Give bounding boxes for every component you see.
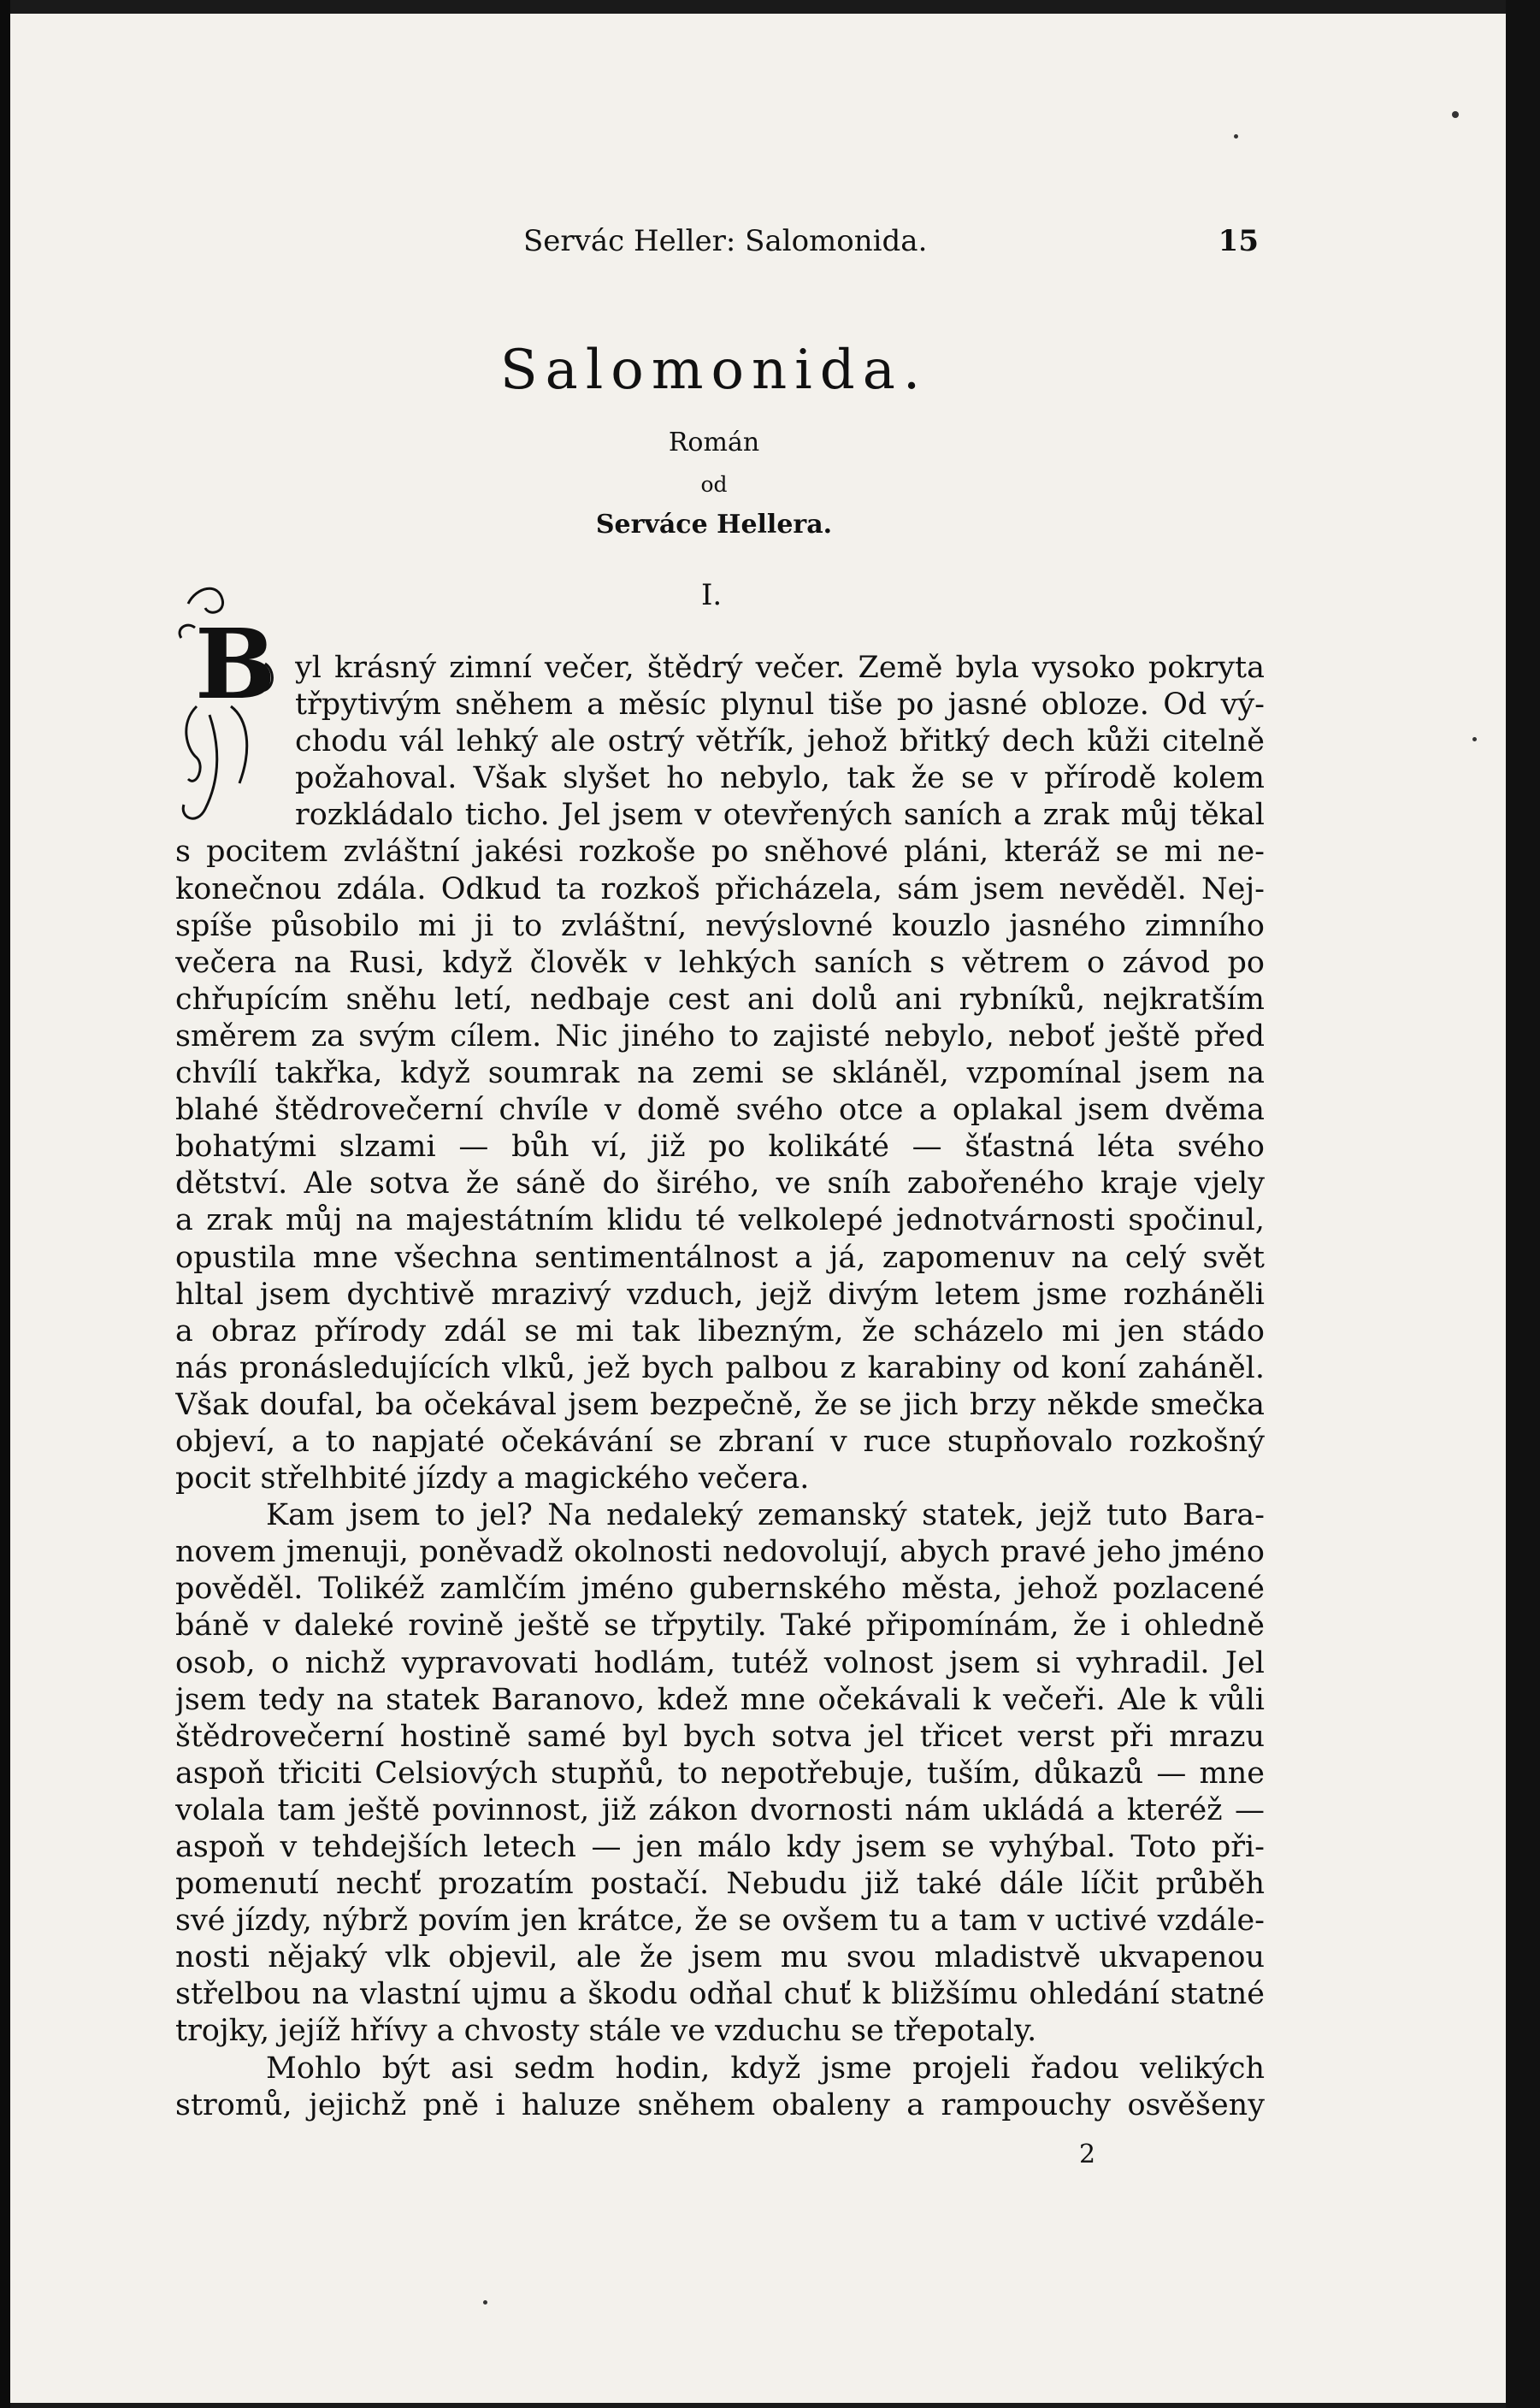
text-line: spíše působilo mi ji to zvláštní, nevýslovné kouzlo jasného zimního [175, 908, 1265, 943]
text-line: yl krásný zimní večer, štědrý večer. Země byla vysoko pokryta [295, 651, 1265, 685]
text-line: večera na Rusi, když člověk v lehkých saních s větrem o závod po [175, 945, 1265, 980]
scan-left-border [0, 0, 10, 2408]
text-line: bohatými slzami — bůh ví, již po kolikáté — šťastná léta svého [175, 1130, 1265, 1165]
text-line: Mohlo být asi sedm hodin, když jsme projeli řadou velikých [266, 2051, 1265, 2086]
signature-mark: 2 [1079, 2139, 1096, 2169]
scan-speck [1452, 111, 1459, 118]
text-line: chodu vál lehký ale ostrý větřík, jehož břitký dech kůži citelně [295, 724, 1265, 759]
running-head [523, 224, 1259, 265]
text-line: chřupícím sněhu letí, nedbaje cest ani dolů ani rybníků, nejkratším [175, 982, 1265, 1017]
scan-right-border [1506, 0, 1540, 2408]
body-text [175, 650, 1265, 2124]
text-line: novem jmenuji, poněvadž okolnosti nedovolují, abych pravé jeho jméno [175, 1535, 1265, 1570]
text-line: aspoň třiciti Celsiových stupňů, to nepotřebuje, tuším, důkazů — mne [175, 1756, 1265, 1791]
text-line: trojky, jejíž hřívy a chvosty stále ve vzduchu se třepotaly. [175, 2014, 1037, 2049]
text-line: volala tam ještě povinnost, již zákon dvornosti nám ukládá a kteréž — [175, 1792, 1265, 1827]
text-line: nosti nějaký vlk objevil, ale že jsem mu svou mladistvě ukvapenou [175, 1940, 1265, 1975]
text-line: dětství. Ale sotva že sáně do širého, ve sníh zabořeného kraje vjely [175, 1166, 1265, 1201]
chapter-number: I. [701, 578, 723, 612]
scan-speck [1472, 737, 1477, 741]
scan-speck [1234, 134, 1238, 139]
author-name: Serváce Hellera. [595, 510, 833, 540]
text-line: pocit střelhbité jízdy a magického večera. [175, 1461, 810, 1496]
text-line: třpytivým sněhem a měsíc plynul tiše po jasné obloze. Od vý- [295, 688, 1265, 723]
text-line: blahé štědrovečerní chvíle v domě svého otce a oplakal jsem dvěma [175, 1093, 1265, 1128]
text-line: pomenutí nechť prozatím postačí. Nebudu již také dále líčit průběh [175, 1867, 1265, 1902]
text-line: aspoň v tehdejších letech — jen málo kdy jsem se vyhýbal. Toto při- [175, 1830, 1265, 1864]
chapter-title: Salomonida. [499, 339, 929, 402]
text-line: osob, o nichž vypravovati hodlám, tutéž volnost jsem si vyhradil. Jel [175, 1645, 1265, 1680]
text-line: pověděl. Tolikéž zamlčím jméno gubernského města, jehož pozlacené [175, 1572, 1265, 1607]
text-line: nás pronásledujících vlků, jež bych palbou z karabiny od koní zaháněl. [175, 1350, 1265, 1385]
text-line: požahoval. Však slyšet ho nebylo, tak že se v přírodě kolem [295, 761, 1265, 796]
text-line: hltal jsem dychtivě mrazivý vzduch, jejž divým letem jsme rozháněli [175, 1277, 1265, 1312]
text-line: a obraz přírody zdál se mi tak libezným, že scházelo mi jen stádo [175, 1313, 1265, 1349]
page-number: 15 [1218, 224, 1259, 258]
text-line: své jízdy, nýbrž povím jen krátce, že se ovšem tu a tam v uctivé vzdále- [175, 1903, 1265, 1939]
text-line: jsem tedy na statek Baranovo, kdež mne očekávali k večeři. Ale k vůli [175, 1682, 1265, 1717]
text-line: střelbou na vlastní ujmu a škodu odňal chuť k bližšímu ohledání statné [175, 1977, 1265, 2012]
text-line: Však doufal, ba očekával jsem bezpečně, že se jich brzy někde smečka [175, 1387, 1265, 1422]
text-line: stromů, jejichž pně i haluze sněhem obaleny a rampouchy osvěšeny [175, 2087, 1265, 2122]
text-line: štědrovečerní hostině samé byl bych sotva jel třicet verst při mrazu [175, 1719, 1265, 1754]
text-line: Kam jsem to jel? Na nedaleký zemanský statek, jejž tuto Bara- [266, 1498, 1265, 1533]
running-head-title: Servác Heller: Salomonida. [523, 224, 928, 258]
text-line: báně v daleké rovině ještě se třpytily. Také připomínám, že i ohledně [175, 1608, 1265, 1644]
text-line: směrem za svým cílem. Nic jiného to zajisté nebylo, neboť ještě před [175, 1018, 1265, 1054]
dropcap-letter: B [195, 609, 276, 721]
text-line: opustila mne všechna sentimentálnost a já, zapomenuv na celý svět [175, 1240, 1265, 1275]
genre-label: Román [668, 428, 760, 457]
text-line: rozkládalo ticho. Jel jsem v otevřených saních a zrak můj těkal [295, 798, 1265, 833]
text-line: objeví, a to napjaté očekávání se zbraní v ruce stupňovalo rozkošný [175, 1424, 1265, 1459]
text-line: a zrak můj na majestátním klidu té velkolepé jednotvárnosti spočinul, [175, 1203, 1265, 1238]
byword: od [700, 472, 728, 497]
scan-speck [483, 2300, 487, 2305]
text-line: chvílí takřka, když soumrak na zemi se skláněl, vzpomínal jsem na [175, 1056, 1265, 1091]
text-line: konečnou zdála. Odkud ta rozkoš přicházela, sám jsem nevěděl. Nej- [175, 871, 1265, 906]
text-line: s pocitem zvláštní jakési rozkoše po sněhové pláni, kteráž se mi ne- [175, 835, 1265, 870]
